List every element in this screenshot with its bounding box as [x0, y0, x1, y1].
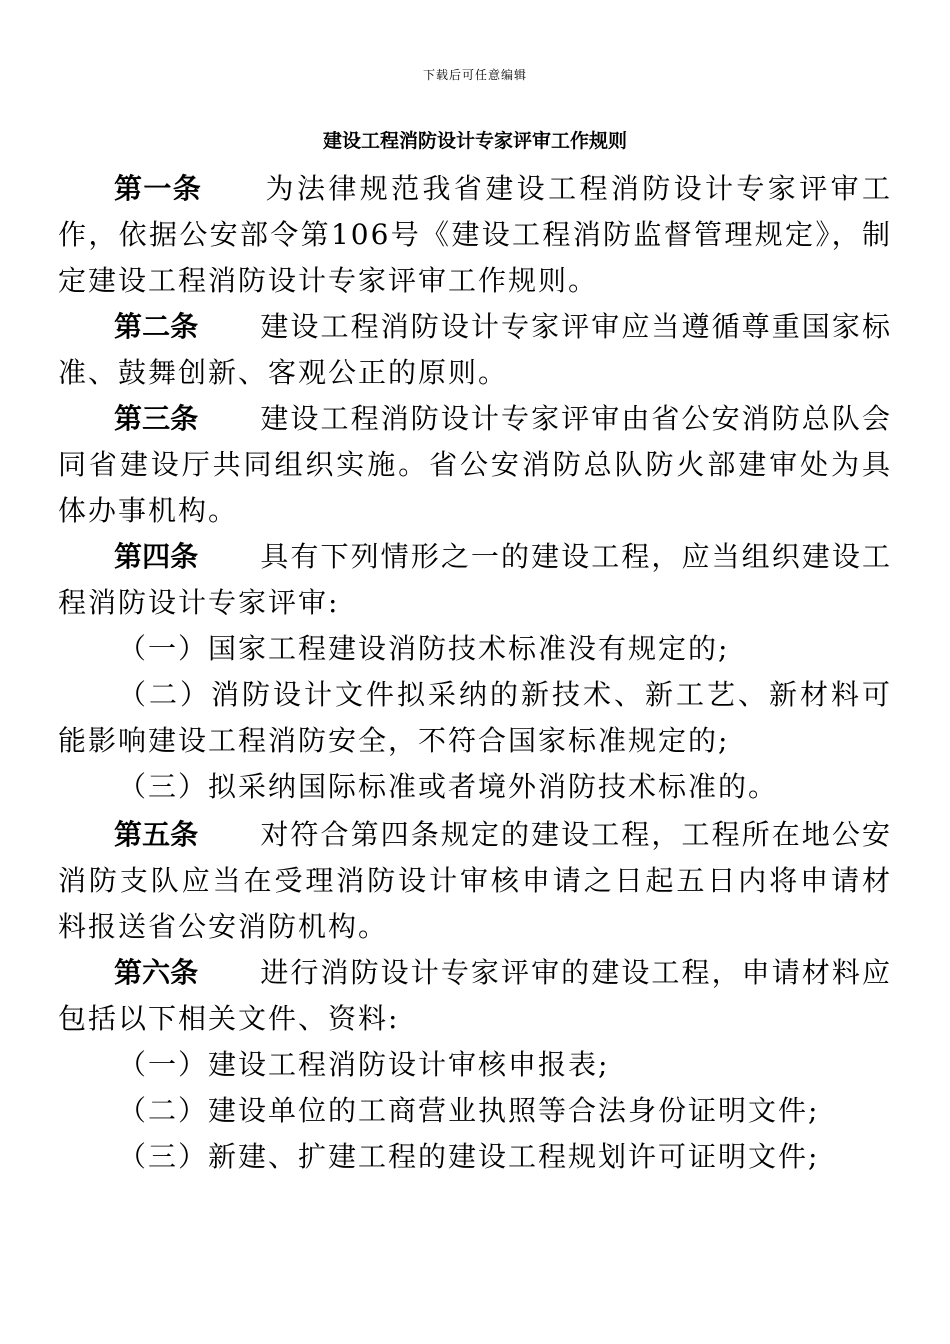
article-number: 第一条	[114, 172, 203, 205]
document-title: 建设工程消防设计专家评审工作规则	[322, 130, 627, 152]
header-note: 下载后可任意编辑	[422, 68, 527, 82]
article-number: 第二条	[114, 310, 199, 343]
list-item: （二）建设单位的工商营业执照等合法身份证明文件;	[118, 1094, 820, 1127]
article-1	[58, 166, 892, 304]
article-text: 进行消防设计专家评审的建设工程，申请材料应包括以下相关文件、资料:	[58, 956, 892, 1035]
article-number: 第四条	[114, 540, 199, 573]
article-2	[58, 304, 892, 396]
article-text: 建设工程消防设计专家评审由省公安消防总队会同省建设厅共同组织实施。省公安消防总队防火部建审处为具体办事机构。	[58, 402, 892, 527]
list-item: （二）消防设计文件拟采纳的新技术、新工艺、新材料可能影响建设工程消防安全，不符合国家标准规定的;	[58, 678, 892, 757]
article-number: 第三条	[114, 402, 199, 435]
document-body	[58, 166, 892, 1180]
list-item: （三）新建、扩建工程的建设工程规划许可证明文件;	[118, 1140, 820, 1173]
article-text: 具有下列情形之一的建设工程，应当组织建设工程消防设计专家评审:	[58, 540, 892, 619]
article-text: 对符合第四条规定的建设工程，工程所在地公安消防支队应当在受理消防设计审核申请之日起五日内将申请材料报送省公安消防机构。	[58, 818, 892, 943]
article-text: 为法律规范我省建设工程消防设计专家评审工作，依据公安部令第106号《建设工程消防监督管理规定》，制定建设工程消防设计专家评审工作规则。	[58, 172, 892, 297]
article-3	[58, 396, 892, 534]
article-number: 第五条	[114, 818, 199, 851]
article-number: 第六条	[114, 956, 199, 989]
article-6	[58, 950, 892, 1042]
list-item: （一）国家工程建设消防技术标准没有规定的;	[118, 632, 730, 665]
article-5	[58, 812, 892, 950]
article-text: 建设工程消防设计专家评审应当遵循尊重国家标准、鼓舞创新、客观公正的原则。	[58, 310, 892, 389]
list-item: （三）拟采纳国际标准或者境外消防技术标准的。	[118, 770, 779, 803]
list-item: （一）建设工程消防设计审核申报表;	[118, 1048, 610, 1081]
article-4	[58, 534, 892, 626]
